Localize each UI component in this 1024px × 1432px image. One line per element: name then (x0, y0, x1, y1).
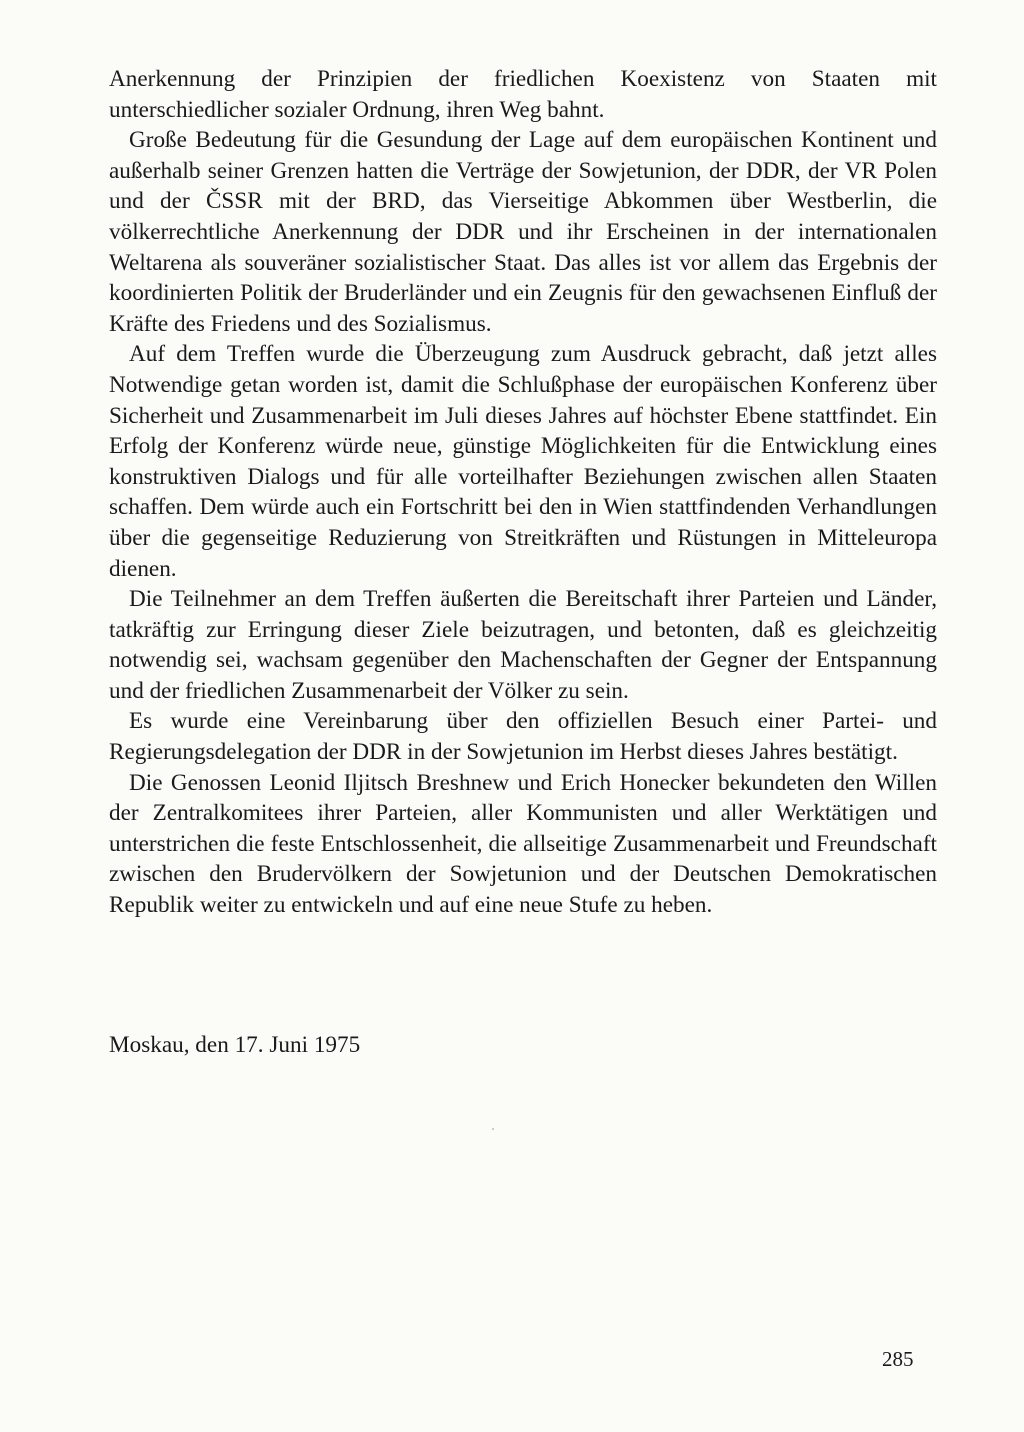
paragraph-comrades: Die Genossen Leonid Iljitsch Breshnew und Erich Honecker bekundeten den Willen der Zentralkomitees ihrer Parteien, aller Kommunisten und aller Werktätigen und unterstrichen die feste Entschlossenheit, die allseitige Zusammenarbeit und Freundschaft zwischen den Brudervölkern der Sowjetunion und der Deutschen Demokratischen Republik weiter zu entwickeln und auf eine neue Stufe zu heben. (109, 769, 937, 919)
paragraph-continuation: Anerkennung der Prinzipien der friedlichen Koexistenz von Staaten mit unterschiedlicher sozialer Ordnung, ihren Weg bahnt. (109, 66, 937, 123)
page-number: 285 (882, 1347, 914, 1371)
paragraph-visit-agreement: Es wurde eine Vereinbarung über den offiziellen Besuch einer Partei- und Regierungsdelegation der DDR in der Sowjetunion im Herbst dieses Jahres bestätigt. (109, 708, 937, 766)
place-and-date: Moskau, den 17. Juni 1975 (109, 1032, 361, 1058)
paragraph-european-situation: Große Bedeutung für die Gesundung der Lage auf dem europäischen Kontinent und außerhalb seiner Grenzen hatten die Verträge der Sowjetunion, der DDR, der VR Polen und der ČSSR mit der BRD, das Vierseitige Abkommen über Westberlin, die völkerrechtliche Anerkennung der DDR und ihr Erscheinen in der internationalen Weltarena als souveräner sozialistischer Staat. Das alles ist vor allem das Ergebnis der koordinierten Politik der Bruderländer und ein Zeugnis für den gewachsenen Einfluß der Kräfte des Friedens und des Sozialismus. (109, 127, 937, 337)
document-body (109, 64, 937, 921)
print-speck (492, 1128, 494, 1130)
paragraph-participants: Die Teilnehmer an dem Treffen äußerten die Bereitschaft ihrer Parteien und Länder, tatkräftig zur Erringung dieser Ziele beizutragen, und betonten, daß es gleichzeitig notwendig sei, wachsam gegenüber den Machenschaften der Gegner der Entspannung und der friedlichen Zusammenarbeit der Völker zu sein. (109, 586, 937, 704)
paragraph-conference: Auf dem Treffen wurde die Überzeugung zum Ausdruck gebracht, daß jetzt alles Notwendige getan worden ist, damit die Schlußphase der europäischen Konferenz über Sicherheit und Zusammenarbeit im Juli dieses Jahres auf höchster Ebene stattfindet. Ein Erfolg der Konferenz würde neue, günstige Möglichkeiten für die Entwicklung eines konstruktiven Dialogs und für alle vorteilhafter Beziehungen zwischen allen Staaten schaffen. Dem würde auch ein Fortschritt bei den in Wien stattfindenden Verhandlungen über die gegenseitige Reduzierung von Streitkräften und Rüstungen in Mitteleuropa dienen. (109, 341, 937, 582)
